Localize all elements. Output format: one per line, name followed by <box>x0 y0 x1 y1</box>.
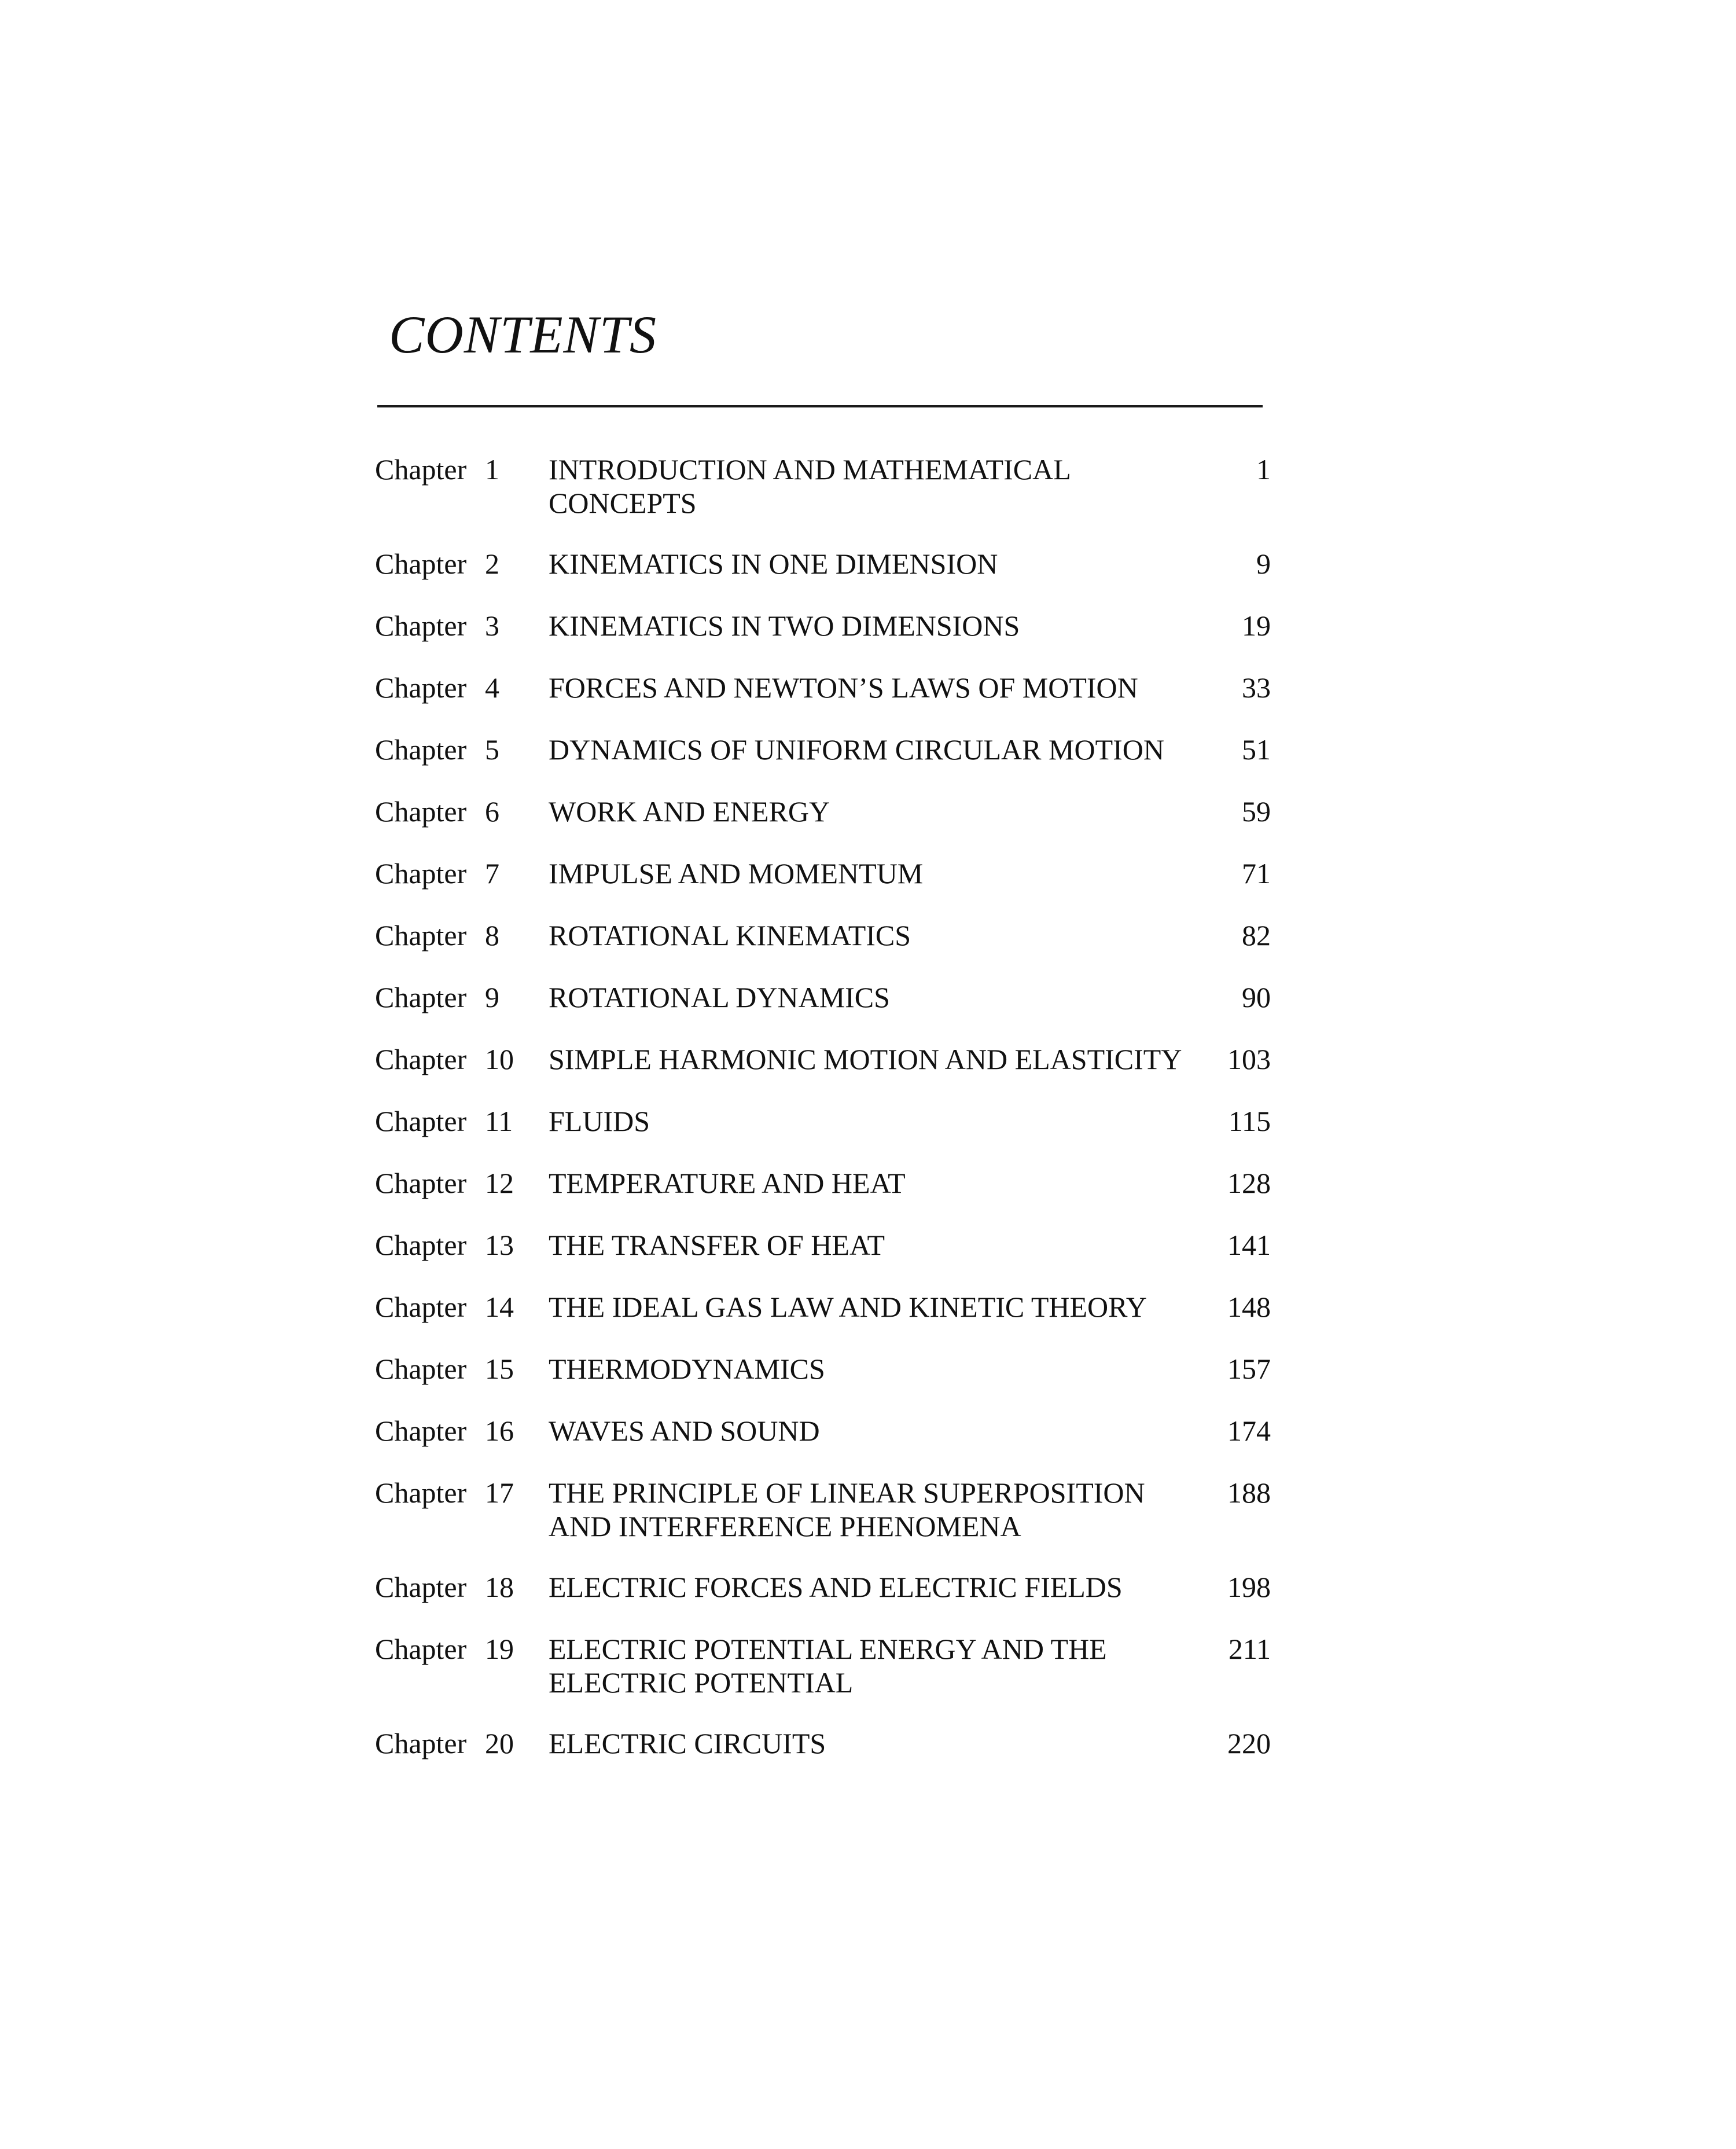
chapter-label <box>375 919 549 952</box>
chapter-page-number: 157 <box>1227 1353 1271 1385</box>
chapter-label <box>375 1632 549 1666</box>
chapter-word: Chapter <box>375 795 467 828</box>
chapter-page-number: 1 <box>1256 453 1271 486</box>
chapter-page-number: 59 <box>1242 795 1271 828</box>
chapter-number: 17 <box>485 1476 514 1509</box>
chapter-label <box>375 1476 549 1509</box>
chapter-number: 20 <box>485 1727 514 1759</box>
chapter-label <box>375 453 549 486</box>
chapter-label <box>375 1352 549 1386</box>
chapter-title: FLUIDS <box>549 1105 650 1137</box>
chapter-title: FORCES AND NEWTON’S LAWS OF MOTION <box>549 671 1138 704</box>
chapter-number: 6 <box>485 795 499 828</box>
chapter-title: KINEMATICS IN ONE DIMENSION <box>549 548 998 580</box>
chapter-page-number: 128 <box>1227 1167 1271 1199</box>
chapter-page-number: 71 <box>1242 857 1271 890</box>
page-title: CONTENTS <box>389 304 657 364</box>
chapter-number: 5 <box>485 733 499 766</box>
chapter-word: Chapter <box>375 733 467 766</box>
toc-entry <box>375 1414 1278 1448</box>
chapter-number: 14 <box>485 1291 514 1323</box>
chapter-label <box>375 1726 549 1760</box>
chapter-word: Chapter <box>375 1353 467 1385</box>
chapter-title: ROTATIONAL KINEMATICS <box>549 919 911 952</box>
chapter-label <box>375 795 549 828</box>
chapter-page-number: 174 <box>1227 1415 1271 1447</box>
chapter-word: Chapter <box>375 1633 467 1665</box>
toc-entry <box>375 1228 1278 1262</box>
chapter-word: Chapter <box>375 1571 467 1603</box>
chapter-label <box>375 980 549 1014</box>
chapter-page-number: 220 <box>1227 1727 1271 1759</box>
toc-entry <box>375 547 1278 581</box>
toc-entry <box>375 919 1278 952</box>
chapter-number: 15 <box>485 1353 514 1385</box>
chapter-word: Chapter <box>375 1229 467 1261</box>
chapter-word: Chapter <box>375 919 467 952</box>
chapter-page-number: 211 <box>1228 1633 1271 1665</box>
chapter-number: 9 <box>485 981 499 1013</box>
chapter-title: WORK AND ENERGY <box>549 795 830 828</box>
chapter-label <box>375 1228 549 1262</box>
chapter-word: Chapter <box>375 1043 467 1075</box>
toc-entry <box>375 980 1278 1014</box>
chapter-title: THE PRINCIPLE OF LINEAR SUPERPOSITION AND INTERFERENCE PHENOMENA <box>549 1476 1145 1542</box>
chapter-number: 18 <box>485 1571 514 1603</box>
chapter-number: 13 <box>485 1229 514 1261</box>
chapter-number: 1 <box>485 453 499 486</box>
toc-entry <box>375 1726 1278 1760</box>
chapter-page-number: 141 <box>1227 1229 1271 1261</box>
chapter-word: Chapter <box>375 453 467 486</box>
chapter-label <box>375 1570 549 1604</box>
chapter-label <box>375 1166 549 1200</box>
toc-entry <box>375 733 1278 766</box>
chapter-title: TEMPERATURE AND HEAT <box>549 1167 906 1199</box>
chapter-number: 16 <box>485 1415 514 1447</box>
chapter-page-number: 51 <box>1242 733 1271 766</box>
toc-entry <box>375 1290 1278 1324</box>
chapter-page-number: 103 <box>1227 1043 1271 1075</box>
chapter-label <box>375 1290 549 1324</box>
chapter-title: THERMODYNAMICS <box>549 1353 825 1385</box>
chapter-title: DYNAMICS OF UNIFORM CIRCULAR MOTION <box>549 733 1164 766</box>
chapter-title: ELECTRIC CIRCUITS <box>549 1727 826 1759</box>
chapter-title: ROTATIONAL DYNAMICS <box>549 981 890 1013</box>
chapter-word: Chapter <box>375 1415 467 1447</box>
chapter-page-number: 82 <box>1242 919 1271 952</box>
chapter-title: ELECTRIC FORCES AND ELECTRIC FIELDS <box>549 1571 1123 1603</box>
chapter-number: 8 <box>485 919 499 952</box>
chapter-label <box>375 609 549 642</box>
toc-entry <box>375 453 1278 520</box>
chapter-number: 10 <box>485 1043 514 1075</box>
toc-entry <box>375 609 1278 642</box>
chapter-page-number: 188 <box>1227 1476 1271 1509</box>
chapter-number: 19 <box>485 1633 514 1665</box>
chapter-number: 3 <box>485 609 499 642</box>
chapter-word: Chapter <box>375 1291 467 1323</box>
chapter-page-number: 90 <box>1242 981 1271 1013</box>
chapter-label <box>375 733 549 766</box>
chapter-label <box>375 1042 549 1076</box>
chapter-word: Chapter <box>375 548 467 580</box>
toc-entry <box>375 1042 1278 1076</box>
chapter-word: Chapter <box>375 1727 467 1759</box>
chapter-word: Chapter <box>375 981 467 1013</box>
toc-entry <box>375 857 1278 890</box>
chapter-word: Chapter <box>375 1476 467 1509</box>
chapter-number: 4 <box>485 671 499 704</box>
chapter-word: Chapter <box>375 609 467 642</box>
chapter-label <box>375 671 549 704</box>
chapter-number: 12 <box>485 1167 514 1199</box>
chapter-number: 7 <box>485 857 499 890</box>
toc-entry <box>375 1104 1278 1138</box>
chapter-title: IMPULSE AND MOMENTUM <box>549 857 924 890</box>
chapter-page-number: 198 <box>1227 1571 1271 1603</box>
chapter-number: 2 <box>485 548 499 580</box>
toc-entry <box>375 1570 1278 1604</box>
chapter-page-number: 19 <box>1242 609 1271 642</box>
chapter-title: SIMPLE HARMONIC MOTION AND ELASTICITY <box>549 1043 1182 1075</box>
toc-entry <box>375 795 1278 828</box>
toc-entry <box>375 671 1278 704</box>
chapter-label <box>375 1104 549 1138</box>
toc-entry <box>375 1632 1278 1699</box>
toc-entry <box>375 1476 1278 1543</box>
toc-entry <box>375 1352 1278 1386</box>
chapter-word: Chapter <box>375 671 467 704</box>
table-of-contents <box>375 453 1278 1788</box>
chapter-word: Chapter <box>375 857 467 890</box>
chapter-label <box>375 857 549 890</box>
toc-entry <box>375 1166 1278 1200</box>
chapter-word: Chapter <box>375 1167 467 1199</box>
title-rule <box>377 405 1263 407</box>
chapter-page-number: 115 <box>1228 1105 1271 1137</box>
chapter-page-number: 9 <box>1256 548 1271 580</box>
chapter-title: KINEMATICS IN TWO DIMENSIONS <box>549 609 1020 642</box>
chapter-page-number: 148 <box>1227 1291 1271 1323</box>
chapter-title: THE IDEAL GAS LAW AND KINETIC THEORY <box>549 1291 1147 1323</box>
chapter-title: WAVES AND SOUND <box>549 1415 820 1447</box>
chapter-page-number: 33 <box>1242 671 1271 704</box>
chapter-title: INTRODUCTION AND MATHEMATICAL CONCEPTS <box>549 453 1070 519</box>
chapter-word: Chapter <box>375 1105 467 1137</box>
chapter-label <box>375 1414 549 1448</box>
chapter-title: THE TRANSFER OF HEAT <box>549 1229 885 1261</box>
chapter-number: 11 <box>485 1105 513 1137</box>
chapter-title: ELECTRIC POTENTIAL ENERGY AND THE ELECTRIC POTENTIAL <box>549 1633 1107 1699</box>
chapter-label <box>375 547 549 581</box>
